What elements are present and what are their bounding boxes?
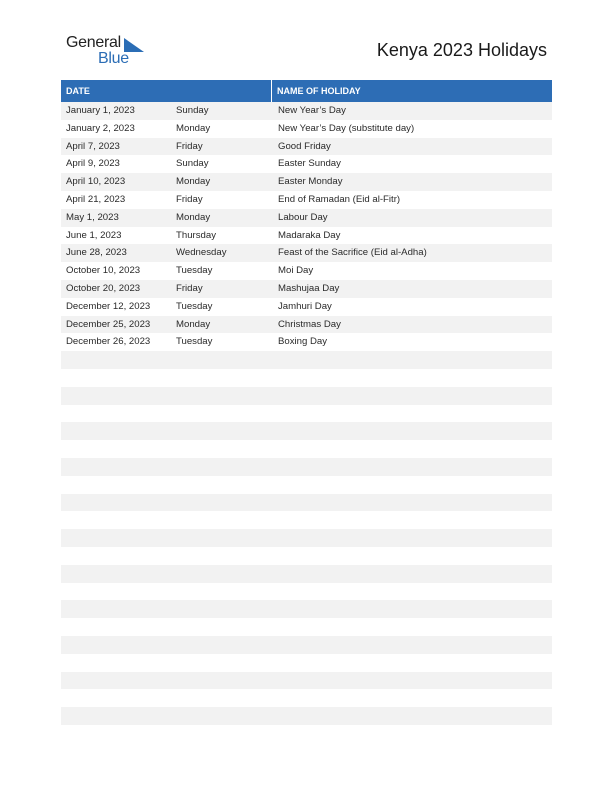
table-row: [61, 244, 552, 262]
cell-holiday-name: [272, 476, 552, 494]
cell-holiday-name: Easter Monday: [278, 176, 343, 188]
cell-holiday-name: [272, 636, 552, 654]
cell-date: December 25, 2023: [66, 318, 151, 330]
table-row: [61, 600, 552, 618]
table-row: [61, 155, 552, 173]
table-row: [61, 405, 552, 423]
cell-day: [171, 440, 272, 458]
page-title: Kenya 2023 Holidays: [376, 40, 547, 60]
cell-holiday-name: [272, 600, 552, 618]
cell-date: [61, 600, 171, 618]
cell-holiday-name: Labour Day: [278, 211, 328, 223]
cell-holiday-name: Easter Sunday: [278, 158, 341, 170]
cell-holiday-name: [272, 725, 552, 743]
cell-day: [171, 636, 272, 654]
cell-day: Monday: [176, 211, 211, 223]
cell-holiday-name: [272, 583, 552, 601]
cell-holiday-name: Mashujaa Day: [278, 282, 340, 294]
cell-day: [171, 600, 272, 618]
cell-holiday-name: Boxing Day: [278, 336, 328, 348]
table-row: [61, 227, 552, 245]
cell-holiday-name: [272, 351, 552, 369]
cell-holiday-name: [272, 529, 552, 547]
table-row: [61, 333, 552, 351]
brand-logo-general: General: [66, 34, 121, 51]
table-row: [61, 316, 552, 334]
cell-date: [61, 565, 171, 583]
table-row: [61, 654, 552, 672]
cell-date: April 9, 2023: [66, 158, 120, 170]
table-row: [61, 262, 552, 280]
table-row: [61, 102, 552, 120]
table-row: [61, 387, 552, 405]
cell-day: [171, 476, 272, 494]
cell-date: [61, 689, 171, 707]
cell-date: [61, 458, 171, 476]
column-header-date: DATE: [61, 80, 272, 102]
cell-date: [61, 476, 171, 494]
cell-date: [61, 547, 171, 565]
brand-logo-blue: Blue: [98, 50, 129, 67]
table-row: [61, 529, 552, 547]
cell-day: [171, 654, 272, 672]
cell-day: [171, 689, 272, 707]
cell-holiday-name: [272, 565, 552, 583]
cell-day: [171, 547, 272, 565]
cell-day: Friday: [176, 193, 203, 205]
cell-date: [61, 369, 171, 387]
cell-date: June 28, 2023: [66, 247, 127, 259]
cell-holiday-name: [272, 707, 552, 725]
cell-date: [61, 387, 171, 405]
cell-date: [61, 351, 171, 369]
table-row: [61, 672, 552, 690]
cell-holiday-name: [272, 405, 552, 423]
cell-holiday-name: New Year’s Day: [278, 105, 346, 116]
cell-holiday-name: [272, 494, 552, 512]
table-row: [61, 440, 552, 458]
table-row: [61, 636, 552, 654]
cell-day: [171, 351, 272, 369]
cell-day: [171, 529, 272, 547]
cell-day: [171, 565, 272, 583]
cell-date: April 7, 2023: [66, 140, 120, 152]
table-row: [61, 191, 552, 209]
cell-day: [171, 707, 272, 725]
table-row: [61, 209, 552, 227]
cell-date: [61, 583, 171, 601]
table-row: [61, 138, 552, 156]
cell-holiday-name: New Year’s Day (substitute day): [278, 122, 415, 134]
cell-day: [171, 511, 272, 529]
cell-day: Monday: [176, 176, 211, 188]
table-row: [61, 369, 552, 387]
cell-date: [61, 725, 171, 743]
table-row: [61, 583, 552, 601]
cell-date: April 10, 2023: [66, 176, 126, 188]
cell-date: October 10, 2023: [66, 265, 141, 277]
cell-date: [61, 511, 171, 529]
table-body: [61, 102, 552, 743]
column-header-name: NAME OF HOLIDAY: [277, 86, 361, 96]
cell-day: [171, 725, 272, 743]
cell-holiday-name: [272, 511, 552, 529]
cell-day: Friday: [176, 282, 203, 294]
cell-date: June 1, 2023: [66, 229, 122, 241]
cell-day: [171, 672, 272, 690]
cell-day: [171, 458, 272, 476]
cell-date: [61, 405, 171, 423]
table-row: [61, 476, 552, 494]
cell-day: [171, 422, 272, 440]
table-row: [61, 547, 552, 565]
cell-date: [61, 654, 171, 672]
cell-day: Sunday: [176, 105, 209, 116]
cell-date: [61, 440, 171, 458]
table-row: [61, 458, 552, 476]
cell-date: January 1, 2023: [66, 105, 135, 116]
cell-date: [61, 529, 171, 547]
cell-holiday-name: Feast of the Sacrifice (Eid al-Adha): [278, 247, 427, 259]
table-row: [61, 707, 552, 725]
cell-holiday-name: [272, 672, 552, 690]
cell-date: January 2, 2023: [66, 122, 135, 134]
cell-holiday-name: [272, 618, 552, 636]
table-row: [61, 298, 552, 316]
table-row: [61, 280, 552, 298]
cell-holiday-name: [272, 458, 552, 476]
cell-day: [171, 583, 272, 601]
cell-holiday-name: [272, 422, 552, 440]
cell-holiday-name: [272, 440, 552, 458]
cell-holiday-name: [272, 547, 552, 565]
cell-day: Tuesday: [176, 300, 213, 312]
table-row: [61, 565, 552, 583]
cell-date: April 21, 2023: [66, 193, 126, 205]
cell-day: Tuesday: [176, 336, 213, 348]
cell-holiday-name: Good Friday: [278, 140, 331, 152]
cell-holiday-name: [272, 689, 552, 707]
cell-holiday-name: Jamhuri Day: [278, 300, 332, 312]
cell-holiday-name: End of Ramadan (Eid al-Fitr): [278, 193, 401, 205]
cell-date: October 20, 2023: [66, 282, 141, 294]
cell-day: [171, 494, 272, 512]
cell-day: [171, 369, 272, 387]
table-row: [61, 173, 552, 191]
cell-date: [61, 636, 171, 654]
cell-day: Sunday: [176, 158, 209, 170]
cell-date: December 26, 2023: [66, 336, 151, 348]
cell-day: [171, 405, 272, 423]
table-row: [61, 618, 552, 636]
cell-day: Monday: [176, 318, 211, 330]
cell-date: [61, 422, 171, 440]
table-row: [61, 494, 552, 512]
cell-holiday-name: [272, 387, 552, 405]
table-row: [61, 511, 552, 529]
table-header: [61, 80, 552, 102]
table-row: [61, 725, 552, 743]
table-row: [61, 351, 552, 369]
cell-holiday-name: [272, 654, 552, 672]
cell-day: [171, 387, 272, 405]
table-row: [61, 689, 552, 707]
cell-holiday-name: [272, 369, 552, 387]
cell-date: [61, 618, 171, 636]
cell-holiday-name: Moi Day: [278, 265, 314, 277]
cell-date: [61, 672, 171, 690]
table-row: [61, 422, 552, 440]
cell-day: Friday: [176, 140, 203, 152]
cell-day: Wednesday: [176, 247, 227, 259]
cell-day: Monday: [176, 122, 211, 134]
brand-logo: [66, 34, 156, 70]
cell-day: Thursday: [176, 229, 216, 241]
cell-holiday-name: Christmas Day: [278, 318, 341, 330]
holiday-table: [61, 80, 552, 743]
cell-date: [61, 494, 171, 512]
cell-day: [171, 618, 272, 636]
cell-date: December 12, 2023: [66, 300, 151, 312]
cell-date: [61, 707, 171, 725]
cell-date: May 1, 2023: [66, 211, 119, 223]
table-row: [61, 120, 552, 138]
cell-day: Tuesday: [176, 265, 213, 277]
cell-holiday-name: Madaraka Day: [278, 229, 341, 241]
